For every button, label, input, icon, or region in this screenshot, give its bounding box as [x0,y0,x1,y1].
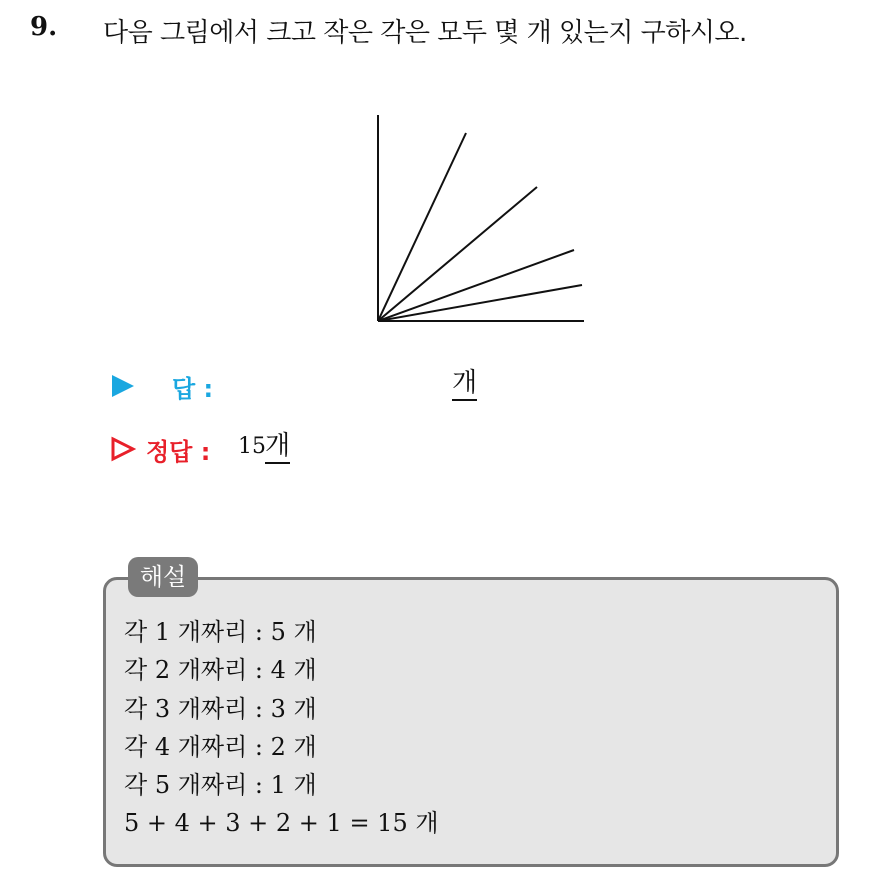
correct-answer-unit: 개 [265,430,290,464]
correct-answer-value: 15 [238,434,266,459]
angle-rays-figure [360,105,600,339]
solution-line: 각 5 개짜리 : 1 개 [124,771,317,800]
solution-lines [124,616,439,846]
solution-line: 5 + 4 + 3 + 2 + 1 = 15 개 [124,809,439,838]
correct-answer-label: 정답 : [146,438,211,466]
correct-answer-row [110,428,530,468]
ray-4 [378,250,574,321]
answer-row [110,365,530,405]
question-number: 9. [30,12,58,42]
question-text: 다음 그림에서 크고 작은 각은 모두 몇 개 있는지 구하시오. [103,18,747,48]
solution-line: 각 1 개짜리 : 5 개 [124,618,317,646]
ray-2 [378,133,466,321]
solution-tag: 해설 [128,557,198,597]
solution-line: 각 2 개짜리 : 4 개 [124,656,317,685]
triangle-outline-icon [110,436,136,466]
solution-line: 각 4 개짜리 : 2 개 [124,732,317,761]
triangle-play-icon [110,373,136,403]
answer-label: 답 : [172,375,214,403]
answer-unit: 개 [452,367,477,401]
solution-line: 각 3 개짜리 : 3 개 [124,694,317,723]
ray-3 [378,187,537,321]
ray-5 [378,285,582,321]
angle-rays-svg [360,105,600,335]
